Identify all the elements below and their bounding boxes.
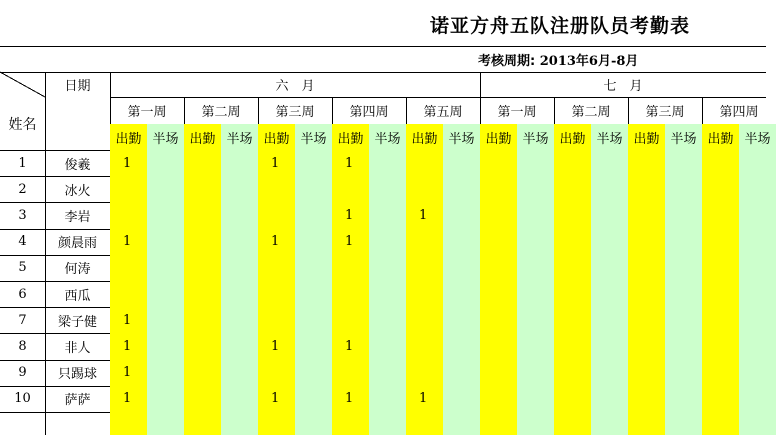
week-header: 第三周 — [645, 105, 685, 120]
attend-header: 出勤 — [485, 131, 512, 147]
half-header: 半场 — [744, 131, 771, 147]
corner-diagonal — [0, 72, 45, 97]
half-header: 半场 — [522, 131, 549, 147]
attend-header: 出勤 — [337, 131, 364, 147]
column-fill — [184, 124, 221, 435]
attend-header: 出勤 — [707, 131, 734, 147]
month-header-june: 六 月 — [275, 79, 315, 94]
attend-header: 出勤 — [115, 131, 142, 147]
column-fill — [443, 124, 480, 435]
half-header: 半场 — [152, 131, 179, 147]
half-header: 半场 — [448, 131, 475, 147]
attendance-mark: 1 — [345, 391, 354, 407]
member-name: 李岩 — [64, 209, 91, 225]
row-number: 1 — [18, 155, 27, 171]
column-fill — [147, 124, 184, 435]
column-fill — [665, 124, 702, 435]
week-header: 第二周 — [571, 105, 611, 120]
sheet-title: 诺亚方舟五队注册队员考勤表 — [430, 15, 691, 37]
attendance-mark: 1 — [419, 207, 428, 223]
attend-header: 出勤 — [633, 131, 660, 147]
row-number: 8 — [18, 338, 27, 354]
period-label: 考核周期: — [478, 54, 536, 69]
attendance-mark: 1 — [345, 155, 354, 171]
column-fill — [295, 124, 332, 435]
attendance-mark: 1 — [419, 391, 428, 407]
column-fill — [591, 124, 628, 435]
week-header: 第二周 — [201, 105, 241, 120]
row-number: 3 — [18, 207, 27, 223]
week-header: 第五周 — [423, 105, 463, 120]
attendance-mark: 1 — [123, 312, 132, 328]
column-fill — [554, 124, 591, 435]
month-header-july: 七 月 — [603, 79, 643, 94]
member-name: 颜晨雨 — [57, 236, 97, 252]
attend-header: 出勤 — [411, 131, 438, 147]
row-number: 6 — [18, 286, 27, 302]
attendance-mark: 1 — [345, 338, 354, 354]
half-header: 半场 — [670, 131, 697, 147]
member-name: 俊羲 — [64, 157, 91, 173]
attendance-mark: 1 — [271, 234, 280, 250]
row-number: 4 — [18, 234, 27, 250]
name-header: 姓名 — [8, 116, 37, 133]
half-header: 半场 — [300, 131, 327, 147]
column-fill — [739, 124, 776, 435]
week-header: 第一周 — [497, 105, 537, 120]
attendance-mark: 1 — [123, 338, 132, 354]
attend-header: 出勤 — [559, 131, 586, 147]
member-name: 只踢球 — [57, 367, 97, 383]
column-fill — [369, 124, 406, 435]
week-header: 第一周 — [127, 105, 167, 120]
week-header: 第四周 — [349, 105, 389, 120]
attendance-mark: 1 — [123, 234, 132, 250]
row-number: 2 — [18, 181, 27, 197]
period-value: 2013年6月-8月 — [539, 54, 639, 69]
row-number: 9 — [18, 365, 27, 381]
member-name: 萨萨 — [64, 393, 91, 409]
member-name: 非人 — [64, 340, 91, 356]
date-header: 日期 — [64, 79, 91, 94]
attend-header: 出勤 — [189, 131, 216, 147]
member-name: 西瓜 — [64, 288, 91, 304]
column-fill — [480, 124, 517, 435]
week-header: 第三周 — [275, 105, 315, 120]
row-number: 7 — [18, 312, 27, 328]
half-header: 半场 — [374, 131, 401, 147]
attendance-mark: 1 — [123, 391, 132, 407]
member-name: 梁子健 — [57, 314, 97, 330]
half-header: 半场 — [596, 131, 623, 147]
member-name: 冰火 — [64, 183, 91, 199]
member-name: 何涛 — [64, 262, 91, 278]
attendance-mark: 1 — [271, 338, 280, 354]
row-number: 10 — [14, 391, 31, 407]
column-fill — [628, 124, 665, 435]
column-fill — [517, 124, 554, 435]
attendance-mark: 1 — [271, 391, 280, 407]
attend-header: 出勤 — [263, 131, 290, 147]
attendance-mark: 1 — [345, 207, 354, 223]
week-header: 第四周 — [719, 105, 759, 120]
attendance-mark: 1 — [271, 155, 280, 171]
row-number: 5 — [18, 260, 27, 276]
attendance-mark: 1 — [123, 155, 132, 171]
column-fill — [702, 124, 739, 435]
attendance-mark: 1 — [123, 365, 132, 381]
half-header: 半场 — [226, 131, 253, 147]
column-fill — [221, 124, 258, 435]
attendance-mark: 1 — [345, 234, 354, 250]
